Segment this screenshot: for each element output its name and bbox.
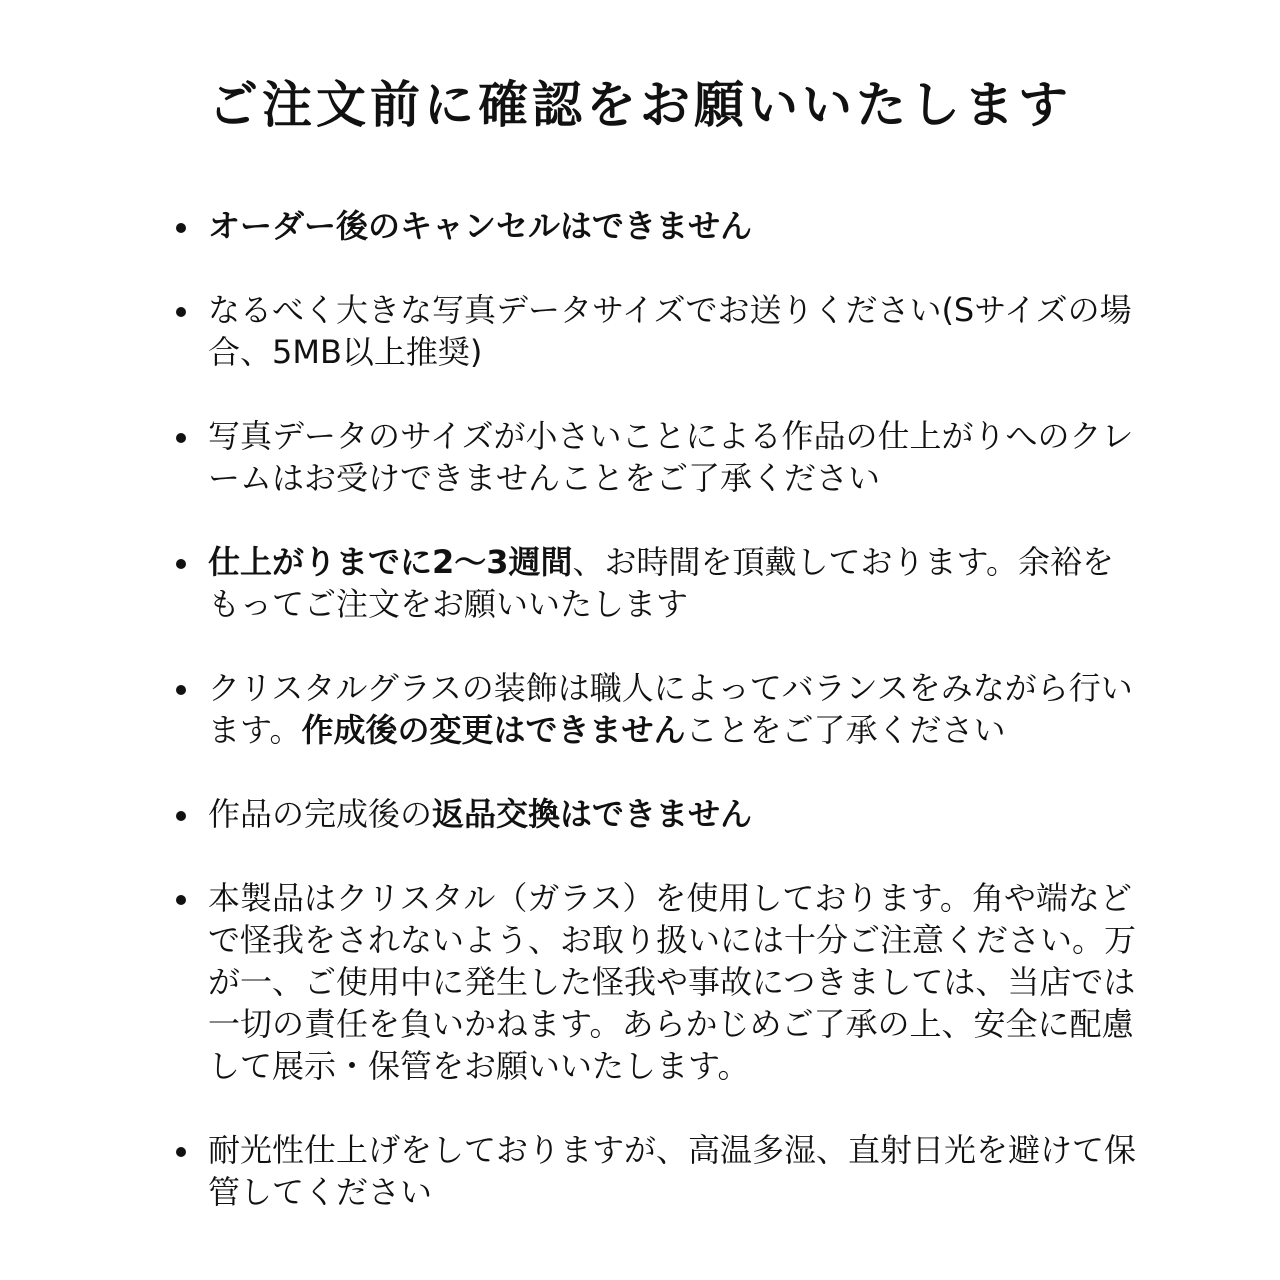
note-text [208,291,1132,371]
note-text-bold: 仕上がりまでに2〜3週間 [208,543,573,581]
bullet-icon [176,895,186,905]
note-text [208,1131,1136,1211]
list-item [176,667,1136,751]
bullet-icon [176,1147,186,1157]
note-text-regular: 本製品はクリスタル（ガラス）を使用しております。角や端などで怪我をされないよう、お取り扱いには十分ご注意ください。万が一、ご使用中に発生した怪我や事故につきましては、当店では一切の責任を負いかねます。あらかじめご了承の上、安全に配慮して展示・保管をお願いいたします。 [208,879,1137,1085]
list-item [176,541,1136,625]
notice-list [176,205,1136,1255]
bullet-icon [176,307,186,317]
note-text-regular: 写真データのサイズが小さいことによる作品の仕上がりへのクレームはお受けできませんことをご了承ください [208,417,1134,497]
list-item [176,415,1136,499]
bullet-icon [176,559,186,569]
note-text-bold: 返品交換はできません [432,795,753,833]
note-text-regular: 作品の完成後の [208,795,433,833]
note-text-regular: クリスタルグラスの装飾は職人によってバランスをみながら行います。 [208,669,1133,749]
list-item [176,205,1136,247]
note-text [208,879,1136,1085]
note-text-bold: オーダー後のキャンセルはできません [208,207,753,245]
note-text [208,207,752,245]
note-text [208,669,1133,749]
list-item [176,1129,1136,1213]
list-item [176,793,1136,835]
bullet-icon [176,685,186,695]
note-text-bold: 作成後の変更はできません [301,711,686,749]
list-item [176,289,1136,373]
page-title: ご注文前に確認をお願いいたします [208,75,1072,134]
bullet-icon [176,223,186,233]
note-text-regular: ことをご了承ください [685,711,1006,749]
note-text-regular: なるべく大きな写真データサイズでお送りください(Sサイズの場合、5MB以上推奨) [208,291,1132,371]
list-item [176,877,1136,1087]
note-text-regular: 、お時間を頂戴しております。余裕をもってご注文をお願いいたします [208,543,1114,623]
note-text [208,543,1114,623]
bullet-icon [176,433,186,443]
note-text [208,795,752,833]
note-text [208,417,1133,497]
note-text-regular: 耐光性仕上げをしておりますが、高温多湿、直射日光を避けて保管してください [208,1131,1137,1211]
bullet-icon [176,811,186,821]
